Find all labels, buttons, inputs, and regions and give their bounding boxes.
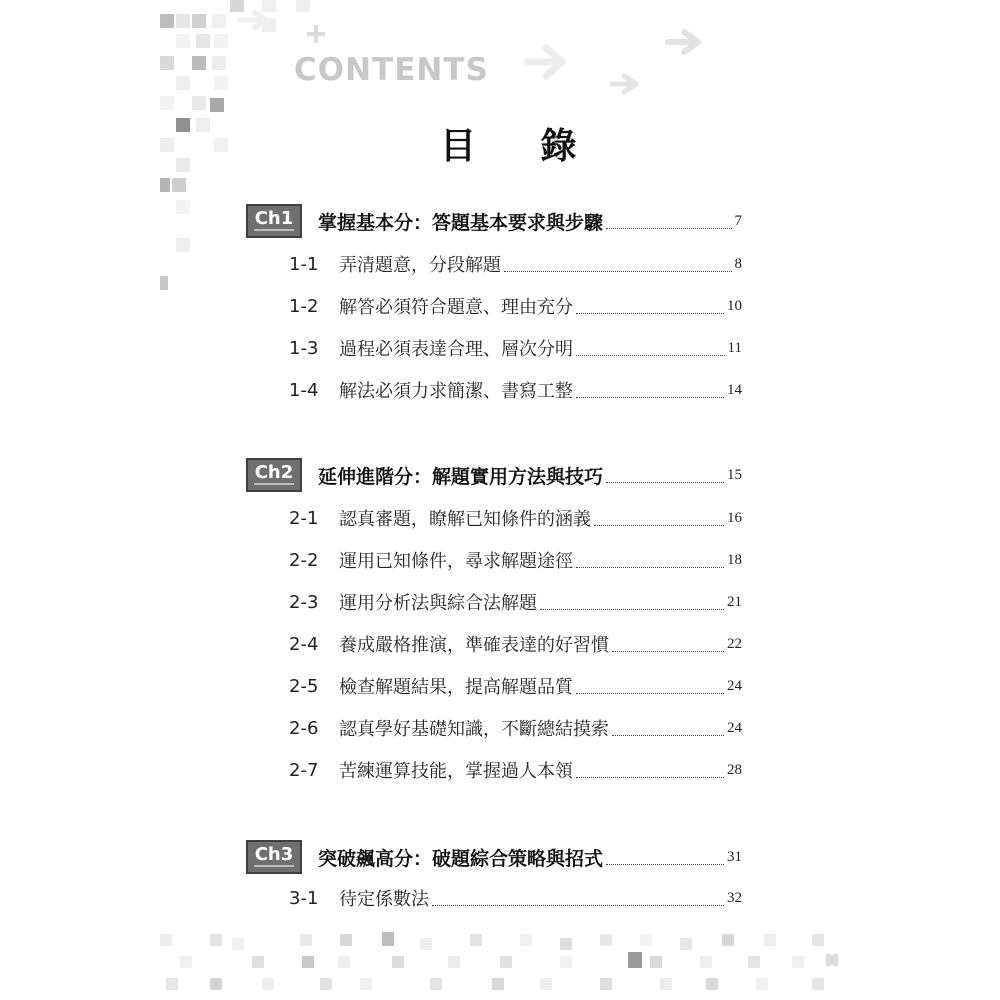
section-number: 1-2 [289, 295, 319, 317]
page-title: 目 錄 [440, 126, 603, 167]
dot-leader [576, 313, 724, 314]
dot-leader [576, 355, 725, 356]
page-number: 32 [727, 889, 742, 906]
section-title: 解答必須符合題意、理由充分 [339, 297, 573, 318]
dot-leader [576, 397, 724, 398]
chapter-2[interactable] [246, 458, 742, 492]
section-title: 運用分析法與綜合法解題 [339, 593, 537, 614]
section-title: 認真學好基礎知識，不斷總結摸索 [339, 719, 609, 740]
chapter-title: 延伸進階分：解題實用方法與技巧 [318, 465, 604, 488]
plus-icon [307, 25, 325, 43]
section-title: 弄清題意，分段解題 [339, 255, 501, 276]
toc-entry[interactable] [289, 504, 742, 532]
section-title: 運用已知條件，尋求解題途徑 [339, 551, 573, 572]
section-number: 2-4 [289, 633, 319, 655]
dot-leader [606, 864, 724, 865]
section-number: 2-7 [289, 759, 319, 781]
page-number: 7 [734, 212, 742, 229]
dot-leader [504, 271, 732, 272]
page-number: 21 [727, 593, 742, 610]
dot-leader [612, 651, 724, 652]
arrow-icon [528, 48, 562, 76]
chapter-1[interactable] [246, 204, 742, 238]
toc-entry[interactable] [289, 756, 742, 784]
section-title: 過程必須表達合理、層次分明 [339, 339, 573, 360]
section-number: 2-6 [289, 717, 319, 739]
chapter-badge: Ch2 [246, 458, 302, 492]
page-number: 16 [727, 509, 742, 526]
section-number: 3-1 [289, 887, 319, 909]
toc-entry[interactable] [289, 250, 742, 278]
chapter-title: 掌握基本分：答題基本要求與步驟 [318, 211, 604, 234]
dot-leader [432, 905, 724, 906]
dot-leader [606, 228, 731, 229]
chapter-badge: Ch1 [246, 204, 302, 238]
toc-entry[interactable] [289, 334, 742, 362]
dot-leader [540, 609, 724, 610]
chapter-badge: Ch3 [246, 840, 302, 874]
section-title: 解法必須力求簡潔、書寫工整 [339, 381, 573, 402]
contents-heading: CONTENTS [294, 52, 489, 88]
dot-leader [576, 693, 724, 694]
dot-leader [606, 482, 724, 483]
section-title: 待定係數法 [339, 889, 429, 910]
page-number: 11 [727, 339, 742, 356]
page-number: 28 [727, 761, 742, 778]
toc-entry[interactable] [289, 546, 742, 574]
page-number: 14 [727, 381, 742, 398]
chapter-title: 突破飆高分：破題綜合策略與招式 [318, 847, 604, 870]
dot-leader [576, 567, 724, 568]
section-title: 苦練運算技能，掌握過人本領 [339, 761, 573, 782]
arrow-icon [612, 76, 636, 92]
dot-leader [576, 777, 724, 778]
section-number: 2-3 [289, 591, 319, 613]
section-title: 認真審題，瞭解已知條件的涵義 [339, 509, 591, 530]
section-number: 2-1 [289, 507, 319, 529]
toc-entry[interactable] [289, 376, 742, 404]
page-number: 15 [727, 466, 742, 483]
toc-entry[interactable] [289, 292, 742, 320]
toc-entry[interactable] [289, 884, 742, 912]
toc-entry[interactable] [289, 672, 742, 700]
section-title: 養成嚴格推演，準確表達的好習慣 [339, 635, 609, 656]
page-number: 24 [727, 677, 742, 694]
chapter-3[interactable] [246, 840, 742, 874]
section-number: 1-4 [289, 379, 319, 401]
section-number: 1-1 [289, 253, 319, 275]
arrow-icon [668, 32, 698, 52]
toc-entry[interactable] [289, 588, 742, 616]
toc-entry[interactable] [289, 630, 742, 658]
section-number: 1-3 [289, 337, 319, 359]
page-number: 10 [727, 297, 742, 314]
arrow-icon [240, 12, 266, 28]
toc-entry[interactable] [289, 714, 742, 742]
page-number: 24 [727, 719, 742, 736]
page-number: 18 [727, 551, 742, 568]
dot-leader [612, 735, 724, 736]
section-number: 2-2 [289, 549, 319, 571]
section-title: 檢查解題結果，提高解題品質 [339, 677, 573, 698]
page-number: 31 [727, 848, 742, 865]
section-number: 2-5 [289, 675, 319, 697]
page-number: 22 [727, 635, 742, 652]
dot-leader [594, 525, 724, 526]
page-number: 8 [734, 255, 742, 272]
